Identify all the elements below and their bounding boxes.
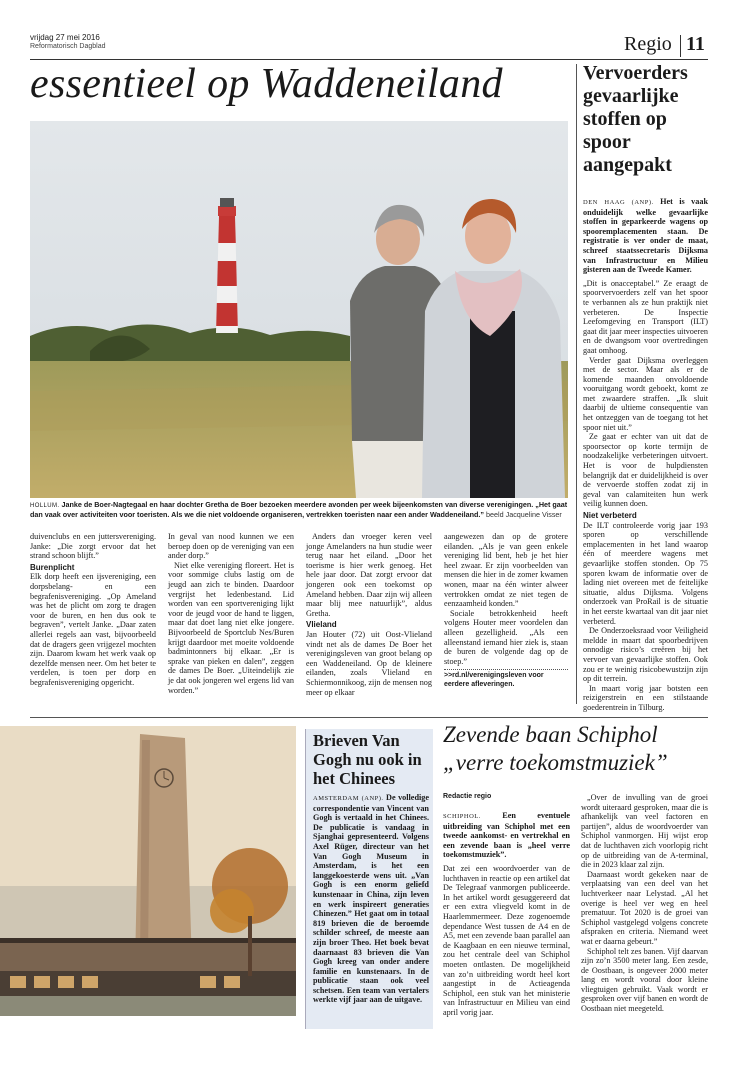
side-dateline: DEN HAAG (ANP). (583, 199, 654, 206)
main-headline: essentieel op Waddeneiland (30, 61, 503, 107)
tower-image (135, 734, 192, 966)
photo-caption (30, 501, 568, 519)
side-lead-text: Het is vaak onduidelijk welke gevaarlijke stoffen in geparkeerde wagens op spooremplacementen staan. De registratie is ver onder de maat, schreef staatssecretaris Dijksma van Infrastructuur en Milieu gisteren aan de Tweede Kamer. (583, 197, 709, 275)
van-gogh-lead-text: De volledige correspondentie van Vincent van Gogh is vertaald in het Chinees. De publicatie is vandaag in Sjanghai gepresenteerd. Volgens Axel Rüger, directeur van het Van Gogh Museum in Amsterdam, is het een langgekoesterde wens uit. „Van Gogh is een enorm geliefd kunstenaar in China, zijn leven en werk inspireert generaties Chinezen.” Het gaat om in totaal 819 brieven die de beroemde schilder schreef, de meeste aan zijn broer Theo. Het boek bevat daarnaast 83 brieven die Van Gogh kreeg van onder andere familie en kunstenaars. In de publicatie staan ook veel schetsen. Een team van vertalers werkte vijf jaar aan de uitgave. (313, 793, 429, 1005)
van-gogh-headline: Brieven Van Gogh nu ook in het Chinees (313, 731, 422, 788)
caption-place: HOLLUM. (30, 503, 60, 509)
schiphol-lead-text: Een eventuele uitbreiding van Schiphol met een tweede aankomst- en vertrekhal en een zevende baan is „heel verre toekomstmuziek”. (443, 811, 570, 860)
side-divider (576, 64, 577, 704)
van-gogh-lead (313, 793, 429, 1005)
paragraph: Niet elke vereniging floreert. Het is voor sommige clubs lastig om de jeugd aan zich te binden. Daardoor vergrijst het ledenbestand. Lid worden van een sportvereniging lijkt voor de jeugd voor de hand te liggen, maar dat doet lang niet elke jongere. Bijvoorbeeld de Sportclub Nes/Buren krijgt daardoor met moeite voldoende badmintonners bij elkaar. „Er is sprake van pieken en dalen”, zeggen de dames De Boer. „Uiteindelijk zie je dat ook jongeren wel ergens lid van worden.” (168, 560, 294, 695)
side-article-body (583, 197, 708, 712)
section-label: Regio (624, 33, 672, 55)
photo-credit: beeld Jacqueline Visser (486, 509, 562, 519)
paragraph: duivenclubs en een juttersvereniging. Janke: „Die zorgt ervoor dat het strand schoon blijft.” (30, 532, 156, 561)
more-articles-link[interactable]: >>rd.nl/verenigingsleven voor eerdere afleveringen. (444, 672, 544, 688)
paragraph: Schiphol telt zes banen. Vijf daarvan zijn zo’n 3500 meter lang. Een zesde, de Oostbaan, is ongeveer 2000 meter lang en wordt vooral door kleine vliegtuigen gebruikt. Vaak wordt er gesproken over vijf banen en wordt de Oostbaan niet meegeteld. (581, 946, 708, 1014)
paragraph: Daarnaast wordt gekeken naar de verplaatsing van een deel van het luchtverkeer naar Lelystad. „Al het overige is heel ver weg en heel prematuur. Tot 2020 is de groei van Schiphol vastgelegd volgens concrete afspraken en criteria. Niemand weet wat er daarna gebeurt.” (581, 869, 708, 946)
paragraph: Jan Houter (72) uit Oost-Vlieland vindt net als de dames De Boer het verenigingsleven van groot belang op een Waddeneiland. Op de kleinere eilanden, zoals Vlieland en Schiermonnikoog, zijn de mensen nog meer op elkaar (306, 629, 432, 697)
main-col-3 (306, 532, 432, 697)
schiphol-dateline: SCHIPHOL. (443, 813, 481, 820)
van-gogh-dateline: AMSTERDAM (ANP). (313, 795, 384, 802)
masthead-date: vrijdag 27 mei 2016 (30, 33, 100, 42)
main-photo (30, 121, 568, 498)
main-col-2 (168, 532, 294, 695)
van-gogh-body (313, 793, 429, 1005)
paragraph: Ze gaat er echter van uit dat de spoorsector op korte termijn de noodzakelijke verbeteringen uitvoert. Het is voor de hulpdiensten belangrijk dat er duidelijkheid is over de vervoerde stoffen zodat zij in geval van calamiteiten hun werk veilig kunnen doen. (583, 432, 708, 509)
side-headline: Vervoerders gevaarlijke stoffen op spoor aangepakt (583, 62, 688, 176)
subhead-burenplicht: Burenplicht (30, 562, 75, 572)
masthead-divider (680, 35, 681, 57)
lighthouse-image (216, 198, 238, 333)
schiphol-byline: Redactie regio (443, 793, 492, 800)
subhead-vlieland: Vlieland (306, 620, 337, 630)
side-lead (583, 197, 708, 275)
main-col-1 (30, 532, 156, 688)
paragraph: „Over de invulling van de groei wordt uiteraard gesproken, maar die is afhankelijk van veel factoren en partijen”, aldus de woordvoerder van Schiphol vanmorgen. Hij wijst erop dat de luchthaven zich voorlopig richt op de uitbreiding van de A-terminal, die in 2023 klaar zal zijn. (581, 793, 708, 870)
more-link-divider (444, 669, 568, 670)
schiphol-lead (443, 811, 570, 860)
paragraph: Anders dan vroeger keren veel jonge Amelanders na hun studie weer terug naar het eiland. „Door het toerisme is hier werk genoeg. Het hele jaar door. Dat zorgt ervoor dat jongeren ook een toekomst op Ameland hebben. Daar zijn wij alleen maar blij mee natuurlijk”, aldus Gretha. (306, 532, 432, 618)
subhead-niet-verbeterd: Niet verbeterd (583, 511, 637, 520)
bottom-section-rule (30, 717, 708, 718)
paragraph: In maart vorig jaar botsten een reizigerstrein en een stilstaande goederentrein in Tilburg. (583, 683, 708, 712)
paragraph: „Dit is onacceptabel.” Ze eraagt de spoorvervoerders zelf van het spoor te verbannen als ze hun praktijk niet verbeteren. De Inspectie Leefomgeving en Transport (ILT) gaat dit jaar meer inspecties uitvoeren en de dwangsom voor overtredingen gaat omhoog. (583, 278, 708, 355)
paragraph: aangewezen dan op de grotere eilanden. „Als je van geen enkele vereniging lid bent, heb je het hier heel zwaar. Er zijn voorbeelden van mensen die hier in de zomer kwamen wonen, maar na één winter alweer vertrokken omdat ze niet tegen de eenzaamheid konden.” (444, 532, 568, 609)
paragraph: De Onderzoeksraad voor Veiligheid meldde in maart dat spoorbedrijven onnodige risico’s creëren bij het vervoer van gevaarlijke stoffen. Ook zou er te weinig risicobewustzijn zijn op dit terrein. (583, 626, 708, 684)
paragraph: Dat zei een woordvoerder van de luchthaven in reactie op een artikel dat De Telegraaf vanmorgen publiceerde. In het artikel wordt gesuggereerd dat er een extra vliegveld komt in de Haarlemmermeer. Deze zogenoemde dependance West tussen de A4 en de A5, met een zevende baan parallel aan de Kaagbaan en een nieuwe terminal, zou het centrale deel van Schiphol moeten ontlasten. De mogelijkheid van zo’n uitbreiding wordt heel kort aangestipt in de Actieagenda Schiphol, een stuk van het ministerie van Infrastructuur en Milieu van eind april vorig jaar. (443, 863, 570, 1017)
masthead-paper: Reformatorisch Dagblad (30, 43, 106, 50)
schiphol-col-1 (443, 811, 570, 1017)
paragraph: Sociale betrokkenheid heeft volgens Houter meer voordelen dan alleen gezelligheid. „Als een alleenstand iemand hier ziek is, staan de buren de volgende dag op de stoep.” (444, 608, 568, 666)
terminal-render-image (0, 726, 296, 1016)
paragraph: In geval van nood kunnen we een beroep doen op de vereniging van een ander dorp.” (168, 532, 294, 561)
caption-text: Janke de Boer-Nagtegaal en haar dochter Gretha de Boer bezoeken meerdere avonden per week bijeenkomsten van diverse verenigingen. „Het gaat dan vaak over activiteiten voor toeristen. Als we die niet voldoende organiseren, vertrekken toeristen naar een ander Waddeneiland.” (30, 500, 568, 519)
main-col-4 (444, 532, 568, 689)
paragraph: Elk dorp heeft een ijsvereniging, een dorpsbelang- en een begrafenisvereniging. „Op Ameland was het de plicht om zorg te dragen voor de buren, en hen dus ook te begraven”, vertelt Janke. „Daar zaten allerlei regels aan vast, bijvoorbeeld dat de dragers geen vrijgezel mochten zijn. Daarom kwam het werk vaak op dezelfde mensen neer. Om het beter te verdelen, is toen per dorp en begrafenisvereniging opgericht. (30, 572, 156, 687)
page-number: 11 (686, 33, 705, 55)
paragraph: De ILT controleerde vorig jaar 193 sporen op verschillende emplacementen in het land waarop één of meerdere wagens met gevaarlijke stoffen stonden. Op 75 sporen kwam de informatie over de lading niet overeen met de feitelijke situatie, aldus Dijksma. Volgens onderzoek van ProRail is de situatie in het eerste kwartaal van dit jaar niet verbeterd. (583, 520, 708, 626)
paragraph: Verder gaat Dijksma overleggen met de sector. Maar als er de komende maanden onvoldoende vooruitgang wordt geboekt, komt ze met zwaardere straffen. „Ik sluit daarbij de ultieme consequentie van het ontzeggen van de toegang tot het spoor niet uit.” (583, 355, 708, 432)
schiphol-col-2 (581, 793, 708, 1014)
schiphol-headline: Zevende baan Schiphol „verre toekomstmuziek” (443, 722, 668, 775)
